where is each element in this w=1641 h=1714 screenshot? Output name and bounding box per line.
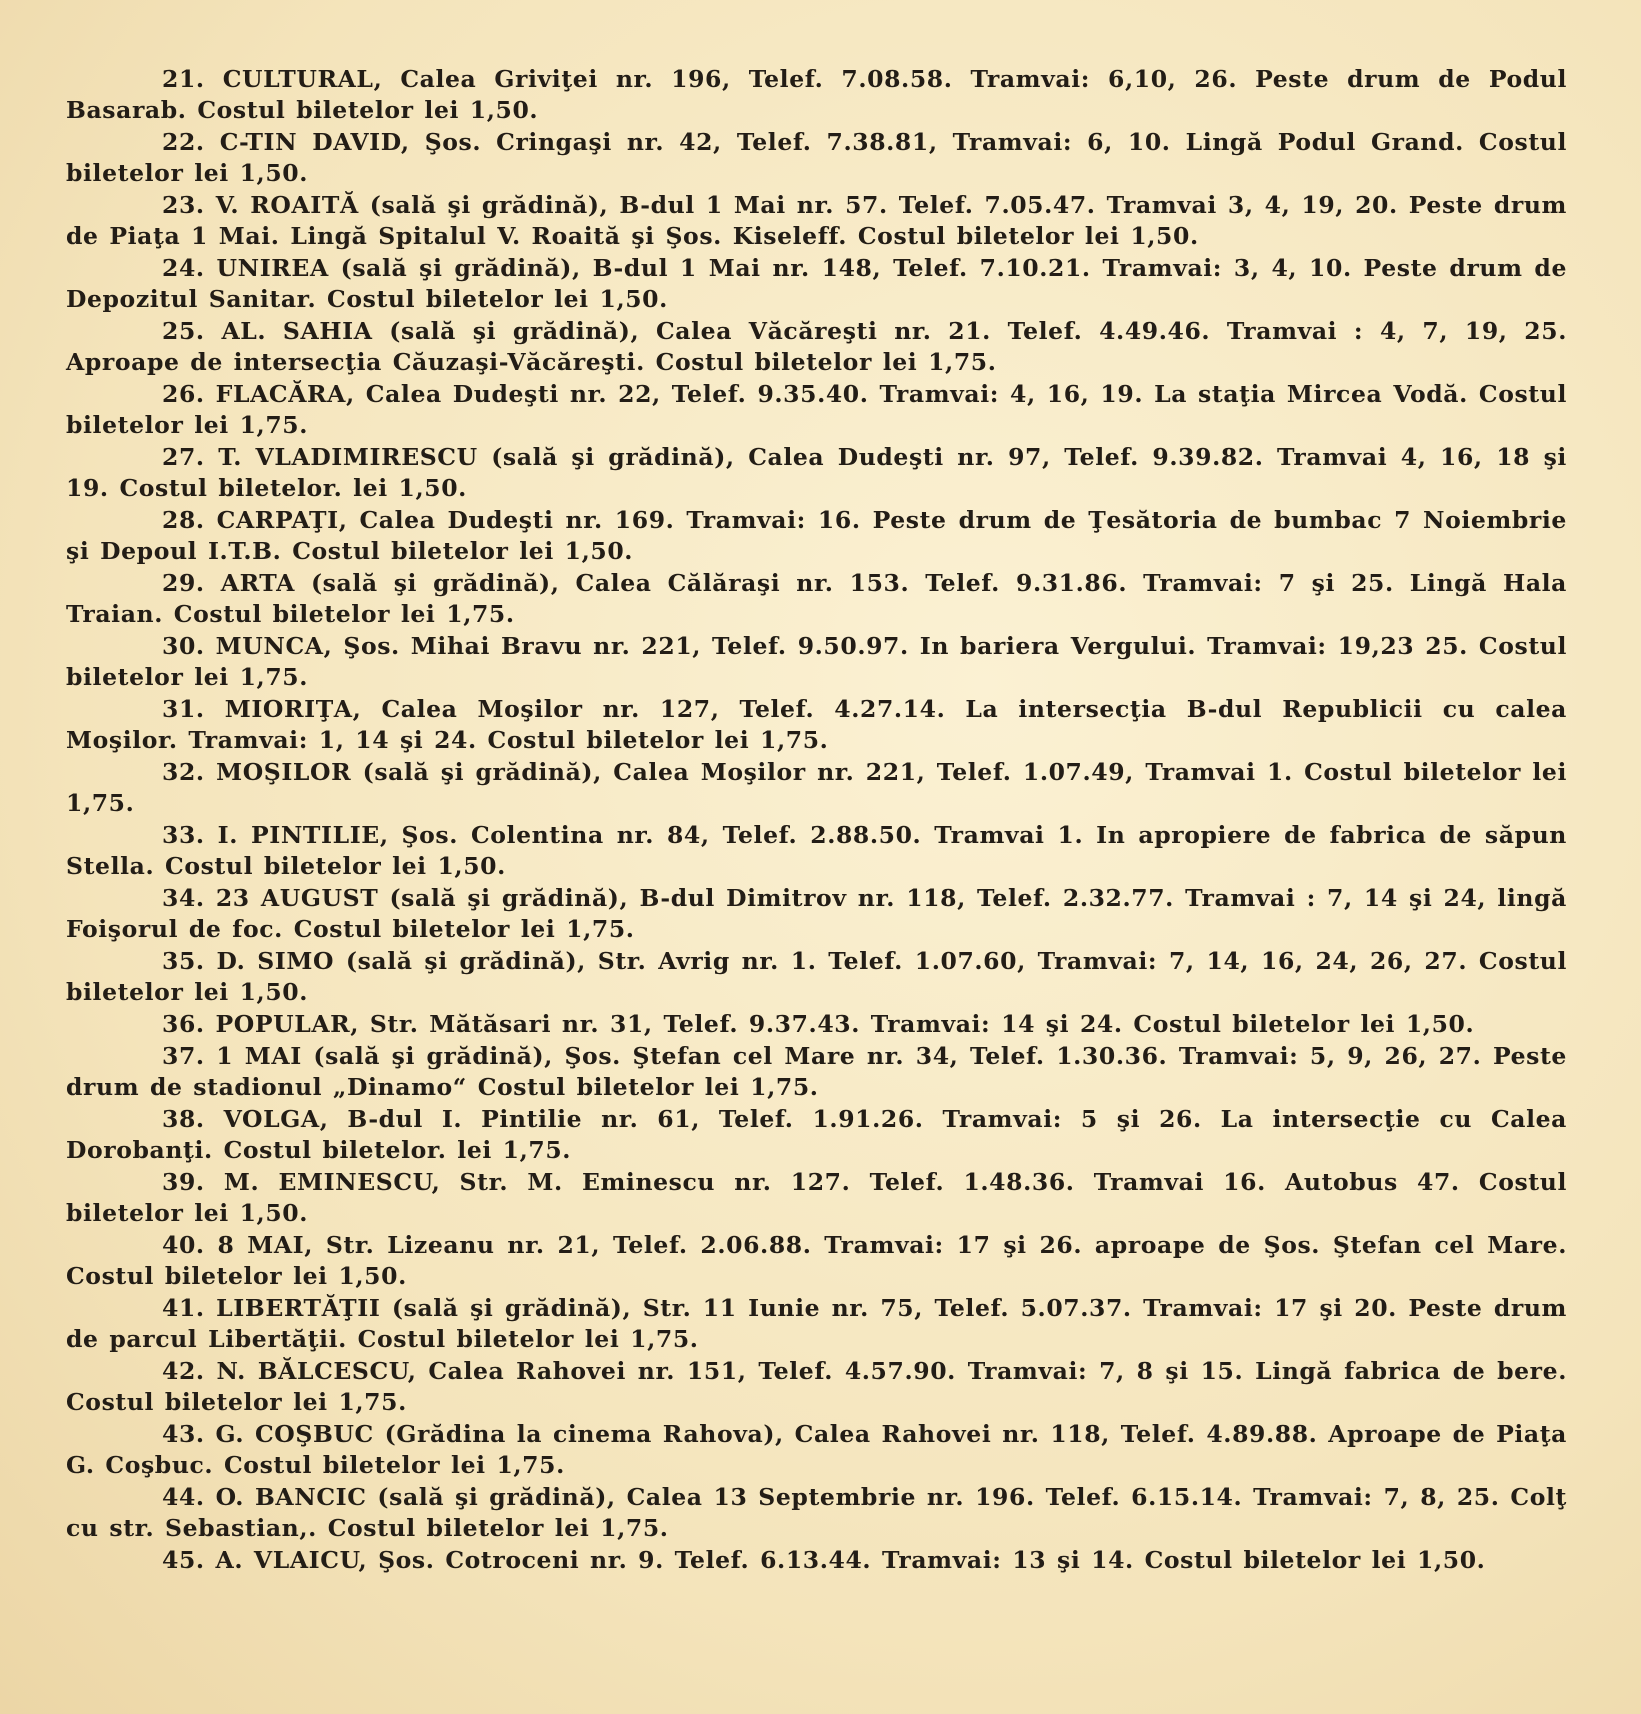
entry-number: 23. <box>162 191 205 219</box>
entry-details: , Str. M. Eminescu nr. 127. Telef. 1.48.36. Tramvai 16. Autobus 47. Costul biletelor lei 1,50. <box>66 1168 1567 1227</box>
cinema-name: CARPAŢI <box>216 506 339 534</box>
entry-details: , Calea Griviţei nr. 196, Telef. 7.08.58. Tramvai: 6,10, 26. Peste drum de Podul Basarab. Costul biletelor lei 1,50. <box>66 65 1567 124</box>
cinema-entry <box>66 1482 1567 1544</box>
entry-number: 27. <box>162 443 205 471</box>
entry-details: , Calea Dudeşti nr. 22, Telef. 9.35.40. Tramvai: 4, 16, 19. La staţia Mircea Vodă. Costul biletelor lei 1,75. <box>66 380 1567 439</box>
cinema-entry <box>66 757 1567 819</box>
cinema-entry <box>66 127 1567 189</box>
entry-details: (sală şi grădină), B-dul Dimitrov nr. 118, Telef. 2.32.77. Tramvai : 7, 14 şi 24, lingă Foişorul de foc. Costul biletelor lei 1,75. <box>66 884 1567 943</box>
entry-details: , Şos. Cringaşi nr. 42, Telef. 7.38.81, Tramvai: 6, 10. Lingă Podul Grand. Costul biletelor lei 1,50. <box>66 128 1567 187</box>
entry-details: (sală şi grădină), B-dul 1 Mai nr. 148, Telef. 7.10.21. Tramvai: 3, 4, 10. Peste drum de Depozitul Sanitar. Costul biletelor lei 1,50. <box>66 254 1567 313</box>
cinema-name: 23 AUGUST <box>215 884 379 912</box>
cinema-entry <box>66 505 1567 567</box>
cinema-entry <box>66 946 1567 1008</box>
entry-number: 22. <box>162 128 205 156</box>
entry-number: 34. <box>162 884 205 912</box>
cinema-entry <box>66 1009 1567 1040</box>
entry-details: (sală şi grădină), Str. Avrig nr. 1. Telef. 1.07.60, Tramvai: 7, 14, 16, 24, 26, 27. Costul biletelor lei 1,50. <box>66 947 1567 1006</box>
cinema-entry <box>66 190 1567 252</box>
cinema-entry <box>66 442 1567 504</box>
entry-number: 26. <box>162 380 205 408</box>
entry-number: 21. <box>162 65 205 93</box>
entry-details: (sală şi grădină), B-dul 1 Mai nr. 57. Telef. 7.05.47. Tramvai 3, 4, 19, 20. Peste drum de Piaţa 1 Mai. Lingă Spitalul V. Roaită şi Şos. Kiseleff. Costul biletelor lei 1,50. <box>66 191 1567 250</box>
cinema-name: 8 MAI <box>217 1231 305 1259</box>
entry-details: , Calea Moşilor nr. 127, Telef. 4.27.14. La intersecţia B-dul Republicii cu calea Moşilor. Tramvai: 1, 14 şi 24. Costul biletelor lei 1,75. <box>66 695 1567 754</box>
cinema-name: D. SIMO <box>216 947 335 975</box>
cinema-list <box>66 64 1567 1576</box>
cinema-name: 1 MAI <box>216 1042 302 1070</box>
cinema-entry <box>66 631 1567 693</box>
entry-details: , Şos. Colentina nr. 84, Telef. 2.88.50. Tramvai 1. In apropiere de fabrica de săpun Stella. Costul biletelor lei 1,50. <box>66 821 1567 880</box>
entry-details: (sală şi grădină), Calea Călăraşi nr. 153. Telef. 9.31.86. Tramvai: 7 şi 25. Lingă Hala Traian. Costul biletelor lei 1,75. <box>66 569 1567 628</box>
entry-number: 29. <box>162 569 205 597</box>
entry-number: 30. <box>162 632 205 660</box>
entry-details: (Grădina la cinema Rahova), Calea Rahovei nr. 118, Telef. 4.89.88. Aproape de Piaţa G. Coşbuc. Costul biletelor lei 1,75. <box>66 1420 1567 1479</box>
entry-number: 37. <box>162 1042 205 1070</box>
cinema-name: C-TIN DAVID <box>219 128 401 156</box>
entry-details: , Şos. Cotroceni nr. 9. Telef. 6.13.44. Tramvai: 13 şi 14. Costul biletelor lei 1,50. <box>358 1546 1486 1574</box>
entry-number: 40. <box>162 1231 205 1259</box>
entry-number: 24. <box>162 254 205 282</box>
entry-details: (sală şi grădină), Şos. Ştefan cel Mare nr. 34, Telef. 1.30.36. Tramvai: 5, 9, 26, 27. Peste drum de stadionul „Dinamo“ Costul biletelor lei 1,75. <box>66 1042 1567 1101</box>
entry-number: 36. <box>162 1010 205 1038</box>
entry-details: (sală şi grădină), Calea Văcăreşti nr. 21. Telef. 4.49.46. Tramvai : 4, 7, 19, 25. Aproape de intersecţia Căuzaşi-Văcăreşti. Costul biletelor lei 1,75. <box>66 317 1567 376</box>
cinema-entry <box>66 1545 1567 1576</box>
entry-details: (sală şi grădină), Calea Moşilor nr. 221, Telef. 1.07.49, Tramvai 1. Costul biletelor lei 1,75. <box>66 758 1567 817</box>
cinema-name: MIORIŢA <box>224 695 353 723</box>
entry-number: 31. <box>162 695 205 723</box>
entry-number: 32. <box>162 758 205 786</box>
cinema-entry <box>66 1419 1567 1481</box>
cinema-entry <box>66 1356 1567 1418</box>
entry-details: , Calea Dudeşti nr. 169. Tramvai: 16. Peste drum de Ţesătoria de bumbac 7 Noiembrie şi Depoul I.T.B. Costul biletelor lei 1,50. <box>66 506 1567 565</box>
cinema-entry <box>66 1167 1567 1229</box>
entry-number: 33. <box>162 821 205 849</box>
entry-number: 25. <box>162 317 205 345</box>
entry-number: 38. <box>162 1105 205 1133</box>
cinema-entry <box>66 1104 1567 1166</box>
cinema-entry <box>66 379 1567 441</box>
cinema-name: O. BANCIC <box>215 1483 367 1511</box>
entry-number: 44. <box>162 1483 205 1511</box>
entry-details: , Şos. Mihai Bravu nr. 221, Telef. 9.50.97. In bariera Vergului. Tramvai: 19,23 25. Costul biletelor lei 1,75. <box>66 632 1567 691</box>
cinema-name: V. ROAITĂ <box>215 191 359 219</box>
cinema-entry <box>66 694 1567 756</box>
entry-number: 35. <box>162 947 205 975</box>
entry-details: (sală şi grădină), Calea 13 Septembrie nr. 196. Telef. 6.15.14. Tramvai: 7, 8, 25. Colţ cu str. Sebastian,. Costul biletelor lei 1,75. <box>66 1483 1567 1542</box>
cinema-name: UNIREA <box>216 254 329 282</box>
entry-details: , Calea Rahovei nr. 151, Telef. 4.57.90. Tramvai: 7, 8 şi 15. Lingă fabrica de bere. Costul biletelor lei 1,75. <box>66 1357 1567 1416</box>
cinema-name: VOLGA <box>223 1105 320 1133</box>
cinema-entry <box>66 883 1567 945</box>
cinema-entry <box>66 253 1567 315</box>
cinema-name: MOŞILOR <box>216 758 352 786</box>
cinema-entry <box>66 316 1567 378</box>
entry-number: 28. <box>162 506 205 534</box>
cinema-name: N. BĂLCESCU <box>216 1357 408 1385</box>
entry-details: , Str. Lizeanu nr. 21, Telef. 2.06.88. Tramvai: 17 şi 26. aproape de Şos. Ştefan cel Mare. Costul biletelor lei 1,50. <box>66 1231 1567 1290</box>
cinema-name: T. VLADIMIRESCU <box>218 443 478 471</box>
cinema-name: I. PINTILIE <box>217 821 380 849</box>
cinema-name: CULTURAL <box>222 65 374 93</box>
cinema-entry <box>66 1230 1567 1292</box>
cinema-name: ARTA <box>220 569 295 597</box>
entry-number: 42. <box>162 1357 205 1385</box>
cinema-name: POPULAR <box>215 1010 351 1038</box>
cinema-name: FLACĂRA <box>215 380 347 408</box>
cinema-name: LIBERTĂŢII <box>216 1294 381 1322</box>
cinema-name: AL. SAHIA <box>221 317 373 345</box>
entry-number: 45. <box>162 1546 205 1574</box>
cinema-entry <box>66 64 1567 126</box>
cinema-entry <box>66 1041 1567 1103</box>
cinema-name: A. VLAICU <box>215 1546 359 1574</box>
entry-number: 41. <box>162 1294 205 1322</box>
entry-details: , B-dul I. Pintilie nr. 61, Telef. 1.91.26. Tramvai: 5 şi 26. La intersecţie cu Calea Dorobanţi. Costul biletelor. lei 1,75. <box>66 1105 1567 1164</box>
cinema-entry <box>66 568 1567 630</box>
entry-number: 39. <box>162 1168 205 1196</box>
entry-details: (sală şi grădină), Calea Dudeşti nr. 97, Telef. 9.39.82. Tramvai 4, 16, 18 şi 19. Costul biletelor. lei 1,50. <box>66 443 1567 502</box>
entry-number: 43. <box>162 1420 205 1448</box>
entry-details: (sală şi grădină), Str. 11 Iunie nr. 75, Telef. 5.07.37. Tramvai: 17 şi 20. Peste drum de parcul Libertăţii. Costul biletelor lei 1,75. <box>66 1294 1567 1353</box>
cinema-name: MUNCA <box>215 632 324 660</box>
cinema-entry <box>66 1293 1567 1355</box>
entry-details: , Str. Mătăsari nr. 31, Telef. 9.37.43. Tramvai: 14 şi 24. Costul biletelor lei 1,50. <box>350 1010 1475 1038</box>
cinema-name: M. EMINESCU <box>223 1168 432 1196</box>
cinema-name: G. COŞBUC <box>215 1420 374 1448</box>
cinema-entry <box>66 820 1567 882</box>
